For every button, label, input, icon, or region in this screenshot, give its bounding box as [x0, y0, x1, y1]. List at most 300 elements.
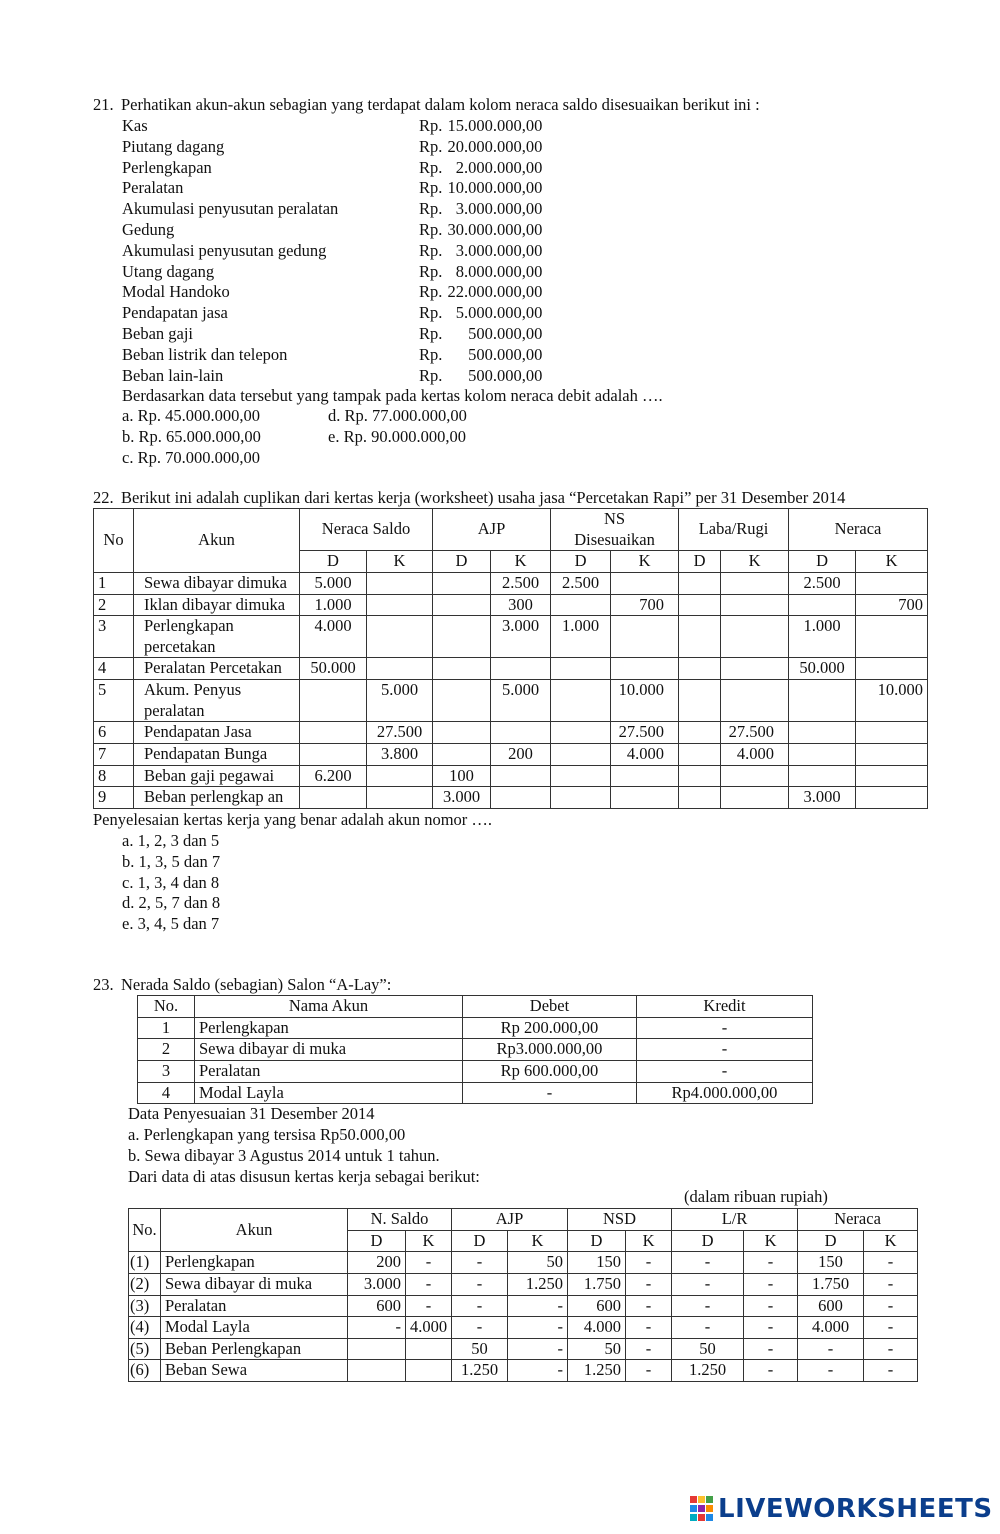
cell-ns-d: 5.000 [300, 572, 367, 594]
cell-lr-k [721, 680, 789, 722]
currency: Rp. [419, 365, 443, 385]
row-akun: Perlengkapan [161, 1252, 348, 1274]
q21-prompt: 21. Perhatikan akun-akun sebagian yang terdapat dalam kolom neraca saldo disesuaikan berikut ini : [93, 95, 760, 114]
cell-ajp-d: 100 [433, 765, 491, 787]
cell-ns-k [367, 572, 433, 594]
q21-option-e[interactable]: e. Rp. 90.000.000,00 [328, 427, 466, 446]
q23-adjust-title: Data Penyesuaian 31 Desember 2014 [128, 1104, 375, 1123]
cell-ajp-k: 2.500 [491, 572, 551, 594]
q21-option-d[interactable]: d. Rp. 77.000.000,00 [328, 406, 467, 425]
account-name: Akumulasi penyusutan peralatan [122, 199, 339, 219]
q22-worksheet-table [93, 508, 928, 809]
cell-ajp-d [433, 722, 491, 744]
cell-lr-d: 50 [672, 1338, 744, 1360]
cell-n-k [856, 572, 928, 594]
header-kredit: Kredit [637, 996, 813, 1018]
liveworksheets-logo [690, 1496, 993, 1522]
q21-account-row [122, 136, 543, 156]
cell-nsd-d: 2.500 [551, 572, 611, 594]
header-k: K [721, 551, 789, 573]
cell-nsd-d: 600 [568, 1295, 626, 1317]
cell-nsd-d [551, 722, 611, 744]
row-no: 8 [94, 765, 134, 787]
cell-ns-d: 600 [348, 1295, 406, 1317]
cell-n-d: 1.000 [789, 616, 856, 658]
table-row [94, 572, 928, 594]
account-amount: 20.000.000,00 [447, 136, 543, 156]
cell-n-k [856, 787, 928, 809]
header-k: K [864, 1230, 918, 1252]
cell-ns-k: - [406, 1252, 452, 1274]
cell-n-d [789, 765, 856, 787]
header-nama-akun: Nama Akun [195, 996, 463, 1018]
account-amount: 15.000.000,00 [447, 116, 543, 135]
row-akun: Peralatan Percetakan [134, 658, 300, 680]
row-akun: Beban gaji pegawai [134, 765, 300, 787]
cell-ns-k: - [406, 1273, 452, 1295]
row-akun: Sewa dibayar di muka [161, 1273, 348, 1295]
cell-nsd-d [551, 594, 611, 616]
cell-ns-d [300, 680, 367, 722]
cell-lr-d: - [672, 1295, 744, 1317]
cell-lr-d [679, 722, 721, 744]
cell-n-d: - [798, 1360, 864, 1382]
header-ajp: AJP [433, 509, 551, 551]
currency: Rp. [419, 157, 443, 177]
cell-lr-k: - [744, 1360, 798, 1382]
header-k: K [367, 551, 433, 573]
row-no: 2 [138, 1039, 195, 1061]
cell-lr-d [679, 658, 721, 680]
q23-unit-note: (dalam ribuan rupiah) [684, 1187, 828, 1206]
cell-n-d: 2.500 [789, 572, 856, 594]
row-no: (5) [129, 1338, 161, 1360]
cell-ajp-d [433, 743, 491, 765]
header-no: No. [138, 996, 195, 1018]
header-d: D [300, 551, 367, 573]
cell-lr-d [679, 765, 721, 787]
row-debet: Rp 600.000,00 [463, 1060, 637, 1082]
cell-n-k: - [864, 1360, 918, 1382]
cell-nsd-k [611, 765, 679, 787]
cell-nsd-d [551, 743, 611, 765]
table-row [138, 1017, 813, 1039]
header-d: D [672, 1230, 744, 1252]
header-d: D [348, 1230, 406, 1252]
cell-ajp-k: - [508, 1317, 568, 1339]
account-amount: 500.000,00 [468, 344, 543, 364]
header-k: K [508, 1230, 568, 1252]
account-amount: 5.000.000,00 [455, 303, 543, 323]
q21-account-row [122, 326, 542, 343]
table-row [94, 594, 928, 616]
q22-option[interactable]: e. 3, 4, 5 dan 7 [122, 914, 220, 934]
q21-account-row [122, 305, 542, 322]
cell-ns-d: - [348, 1317, 406, 1339]
row-debet: Rp3.000.000,00 [463, 1039, 637, 1061]
row-no: (6) [129, 1360, 161, 1382]
cell-n-d: - [798, 1338, 864, 1360]
q22-option[interactable]: b. 1, 3, 5 dan 7 [122, 851, 221, 871]
cell-lr-d [679, 680, 721, 722]
q21-account-row [122, 365, 543, 385]
cell-lr-k: 4.000 [721, 743, 789, 765]
row-akun: Pendapatan Jasa [134, 722, 300, 744]
cell-ns-d: 200 [348, 1252, 406, 1274]
currency: Rp. [419, 240, 443, 260]
q23-adjust-b: b. Sewa dibayar 3 Agustus 2014 untuk 1 tahun. [128, 1146, 440, 1165]
cell-ns-d [348, 1338, 406, 1360]
row-no: 5 [94, 680, 134, 722]
cell-lr-k: - [744, 1317, 798, 1339]
row-nama-akun: Perlengkapan [195, 1017, 463, 1039]
header-k: K [626, 1230, 672, 1252]
cell-lr-d [679, 787, 721, 809]
liveworksheets-logo-icon [690, 1496, 714, 1522]
q21-account-row [122, 261, 543, 281]
table-row [129, 1360, 918, 1382]
currency: Rp. [419, 303, 443, 323]
cell-ajp-k: 50 [508, 1252, 568, 1274]
currency: Rp. [419, 136, 443, 156]
account-name: Pendapatan jasa [122, 303, 228, 323]
cell-lr-k: - [744, 1273, 798, 1295]
cell-lr-d: 1.250 [672, 1360, 744, 1382]
table-row [138, 1060, 813, 1082]
cell-ns-d: 50.000 [300, 658, 367, 680]
cell-lr-d: - [672, 1317, 744, 1339]
cell-ajp-d: - [452, 1252, 508, 1274]
cell-lr-d: - [672, 1273, 744, 1295]
cell-lr-k: - [744, 1338, 798, 1360]
cell-n-d: 50.000 [789, 658, 856, 680]
row-akun: Modal Layla [161, 1317, 348, 1339]
table-row [129, 1317, 918, 1339]
cell-ajp-d [433, 658, 491, 680]
cell-nsd-d [551, 658, 611, 680]
cell-n-k: 700 [856, 594, 928, 616]
header-d: D [433, 551, 491, 573]
row-no: 3 [138, 1060, 195, 1082]
q21-account-row [122, 201, 542, 218]
account-amount: 2.000.000,00 [455, 157, 543, 177]
account-name: Perlengkapan [122, 157, 212, 177]
cell-n-d: 3.000 [789, 787, 856, 809]
cell-n-d: 150 [798, 1252, 864, 1274]
row-akun: Peralatan [161, 1295, 348, 1317]
header-n-saldo: N. Saldo [348, 1209, 452, 1231]
q21-option-c[interactable]: c. Rp. 70.000.000,00 [122, 448, 260, 467]
cell-ajp-d [433, 616, 491, 658]
cell-ns-k: 5.000 [367, 680, 433, 722]
q23-prompt: 23. Nerada Saldo (sebagian) Salon “A-Lay”: [93, 975, 392, 994]
row-no: 1 [138, 1017, 195, 1039]
cell-nsd-k: - [626, 1273, 672, 1295]
q21-account-row [122, 118, 542, 135]
cell-ns-k [406, 1360, 452, 1382]
cell-ns-k [406, 1338, 452, 1360]
cell-ajp-k [491, 765, 551, 787]
header-k: K [744, 1230, 798, 1252]
table-row [138, 1039, 813, 1061]
table-row [94, 787, 928, 809]
cell-lr-d [679, 616, 721, 658]
cell-ajp-d: - [452, 1295, 508, 1317]
cell-lr-k: - [744, 1295, 798, 1317]
q21-option-b[interactable]: b. Rp. 65.000.000,00 [122, 427, 261, 446]
table-row [129, 1338, 918, 1360]
header-ns-disesuaikan: NS Disesuaikan [551, 509, 679, 551]
currency: Rp. [419, 261, 443, 281]
cell-nsd-d: 1.750 [568, 1273, 626, 1295]
currency: Rp. [419, 324, 443, 343]
row-no: 9 [94, 787, 134, 809]
row-no: (3) [129, 1295, 161, 1317]
cell-n-k: - [864, 1317, 918, 1339]
cell-ajp-d: 1.250 [452, 1360, 508, 1382]
q23-worksheet-intro: Dari data di atas disusun kertas kerja sebagai berikut: [128, 1167, 480, 1186]
header-lr: L/R [672, 1209, 798, 1231]
header-k: K [611, 551, 679, 573]
cell-ns-k: 4.000 [406, 1317, 452, 1339]
account-amount: 10.000.000,00 [447, 178, 543, 198]
cell-ajp-k: 300 [491, 594, 551, 616]
row-no: 3 [94, 616, 134, 658]
cell-ajp-k: - [508, 1295, 568, 1317]
header-laba-rugi: Laba/Rugi [679, 509, 789, 551]
account-amount: 30.000.000,00 [447, 220, 543, 239]
account-name: Beban listrik dan telepon [122, 344, 288, 364]
cell-lr-k [721, 616, 789, 658]
currency: Rp. [419, 199, 443, 219]
cell-n-k: - [864, 1295, 918, 1317]
cell-nsd-d [551, 680, 611, 722]
cell-nsd-k: - [626, 1252, 672, 1274]
cell-ns-k: 3.800 [367, 743, 433, 765]
cell-ajp-k [491, 787, 551, 809]
row-no: (2) [129, 1273, 161, 1295]
cell-ajp-k: 200 [491, 743, 551, 765]
q22-option[interactable]: c. 1, 3, 4 dan 8 [122, 872, 220, 892]
q21-account-row [122, 157, 543, 177]
cell-nsd-d [551, 787, 611, 809]
cell-n-k [856, 658, 928, 680]
q21-question: Berdasarkan data tersebut yang tampak pada kertas kolom neraca debit adalah …. [122, 386, 663, 405]
q22-prompt: 22. Berikut ini adalah cuplikan dari kertas kerja (worksheet) usaha jasa “Percetakan Rapi” per 31 Desember 2014 [93, 488, 846, 507]
row-akun: Perlengkapan percetakan [134, 616, 300, 658]
row-no: (1) [129, 1252, 161, 1274]
table-row [129, 1295, 918, 1317]
header-akun: Akun [161, 1209, 348, 1252]
row-kredit: Rp4.000.000,00 [637, 1082, 813, 1104]
q21-account-row [122, 240, 543, 260]
row-no: 4 [138, 1082, 195, 1104]
header-debet: Debet [463, 996, 637, 1018]
cell-lr-d: - [672, 1252, 744, 1274]
currency: Rp. [419, 178, 443, 198]
cell-lr-d [679, 743, 721, 765]
row-no: 7 [94, 743, 134, 765]
cell-ajp-d [433, 572, 491, 594]
cell-nsd-k [611, 787, 679, 809]
account-amount: 22.000.000,00 [447, 282, 543, 302]
cell-ajp-k [491, 658, 551, 680]
account-name: Modal Handoko [122, 282, 230, 302]
row-akun: Beban Perlengkapan [161, 1338, 348, 1360]
cell-ajp-d: - [452, 1317, 508, 1339]
row-akun: Iklan dibayar dimuka [134, 594, 300, 616]
q22-option[interactable]: a. 1, 2, 3 dan 5 [122, 831, 220, 850]
cell-lr-d [679, 594, 721, 616]
row-akun: Pendapatan Bunga [134, 743, 300, 765]
cell-ns-k [367, 787, 433, 809]
table-row [129, 1252, 918, 1274]
header-d: D [568, 1230, 626, 1252]
cell-ns-k: - [406, 1295, 452, 1317]
cell-nsd-k [611, 616, 679, 658]
header-neraca-saldo: Neraca Saldo [300, 509, 433, 551]
header-k: K [491, 551, 551, 573]
cell-nsd-k: - [626, 1317, 672, 1339]
cell-n-k: - [864, 1273, 918, 1295]
cell-ajp-d [433, 594, 491, 616]
account-amount: 500.000,00 [468, 324, 543, 343]
cell-nsd-k [611, 572, 679, 594]
cell-n-k: 10.000 [856, 680, 928, 722]
cell-n-k [856, 722, 928, 744]
cell-lr-k [721, 572, 789, 594]
cell-ns-k [367, 765, 433, 787]
account-amount: 500.000,00 [468, 365, 543, 385]
table-row [138, 1082, 813, 1104]
cell-nsd-d: 1.250 [568, 1360, 626, 1382]
row-nama-akun: Peralatan [195, 1060, 463, 1082]
cell-ns-d [300, 787, 367, 809]
header-d: D [679, 551, 721, 573]
cell-lr-d [679, 572, 721, 594]
row-akun: Beban perlengkap an [134, 787, 300, 809]
row-akun: Sewa dibayar dimuka [134, 572, 300, 594]
cell-ajp-k: 3.000 [491, 616, 551, 658]
account-amount: 3.000.000,00 [455, 240, 543, 260]
cell-ns-k [367, 616, 433, 658]
header-k: K [856, 551, 928, 573]
cell-nsd-d: 150 [568, 1252, 626, 1274]
cell-ns-k [367, 658, 433, 680]
currency: Rp. [419, 220, 443, 239]
cell-ajp-k: 1.250 [508, 1273, 568, 1295]
row-debet: Rp 200.000,00 [463, 1017, 637, 1039]
cell-ns-d: 6.200 [300, 765, 367, 787]
account-amount: 8.000.000,00 [455, 261, 543, 281]
row-no: 2 [94, 594, 134, 616]
liveworksheets-logo-text: LIVEWORKSHEETS [718, 1494, 993, 1524]
q22-question: Penyelesaian kertas kerja yang benar adalah akun nomor …. [93, 810, 493, 829]
q21-option-a[interactable]: a. Rp. 45.000.000,00 [122, 406, 260, 425]
cell-n-d [789, 722, 856, 744]
cell-n-k [856, 616, 928, 658]
table-row [94, 658, 928, 680]
row-nama-akun: Modal Layla [195, 1082, 463, 1104]
header-nsd: NSD [568, 1209, 672, 1231]
header-akun: Akun [134, 509, 300, 573]
table-row [94, 616, 928, 658]
cell-nsd-k: 700 [611, 594, 679, 616]
cell-ns-d: 3.000 [348, 1273, 406, 1295]
row-no: (4) [129, 1317, 161, 1339]
table-row [94, 680, 928, 722]
header-k: K [406, 1230, 452, 1252]
account-amount: 3.000.000,00 [455, 199, 543, 219]
header-neraca: Neraca [789, 509, 928, 551]
account-name: Gedung [122, 220, 175, 239]
account-name: Utang dagang [122, 261, 215, 281]
cell-ajp-k: - [508, 1360, 568, 1382]
cell-nsd-k: - [626, 1360, 672, 1382]
cell-nsd-k: 10.000 [611, 680, 679, 722]
cell-n-k: - [864, 1338, 918, 1360]
cell-n-d: 600 [798, 1295, 864, 1317]
table-row [94, 765, 928, 787]
account-name: Kas [122, 116, 148, 135]
cell-nsd-k: - [626, 1338, 672, 1360]
row-kredit: - [637, 1060, 813, 1082]
q21-account-row [122, 284, 542, 301]
currency: Rp. [419, 116, 443, 135]
row-akun: Akum. Penyus peralatan [134, 680, 300, 722]
cell-n-k [856, 765, 928, 787]
cell-ajp-k: - [508, 1338, 568, 1360]
q22-option[interactable]: d. 2, 5, 7 dan 8 [122, 893, 221, 913]
q23-balance-table [137, 995, 813, 1104]
cell-ajp-d: - [452, 1273, 508, 1295]
cell-ns-d: 1.000 [300, 594, 367, 616]
cell-ajp-d: 50 [452, 1338, 508, 1360]
header-neraca: Neraca [798, 1209, 918, 1231]
cell-ajp-k: 5.000 [491, 680, 551, 722]
header-no: No. [129, 1209, 161, 1252]
account-name: Beban lain-lain [122, 365, 224, 385]
cell-nsd-k: 27.500 [611, 722, 679, 744]
cell-lr-k [721, 765, 789, 787]
header-ajp: AJP [452, 1209, 568, 1231]
cell-lr-k [721, 658, 789, 680]
cell-ajp-k [491, 722, 551, 744]
account-name: Piutang dagang [122, 136, 225, 156]
cell-ns-k: 27.500 [367, 722, 433, 744]
cell-ns-k [367, 594, 433, 616]
row-debet: - [463, 1082, 637, 1104]
cell-nsd-d: 1.000 [551, 616, 611, 658]
cell-nsd-d [551, 765, 611, 787]
cell-lr-k: 27.500 [721, 722, 789, 744]
cell-lr-k: - [744, 1252, 798, 1274]
table-row [94, 722, 928, 744]
q23-worksheet-table [128, 1208, 918, 1382]
cell-nsd-d: 50 [568, 1338, 626, 1360]
header-d: D [789, 551, 856, 573]
header-d: D [798, 1230, 864, 1252]
cell-n-k [856, 743, 928, 765]
cell-lr-k [721, 594, 789, 616]
cell-ns-d [300, 743, 367, 765]
cell-ns-d: 4.000 [300, 616, 367, 658]
cell-n-d [789, 680, 856, 722]
table-row [94, 743, 928, 765]
header-d: D [551, 551, 611, 573]
cell-nsd-k [611, 658, 679, 680]
cell-n-k: - [864, 1252, 918, 1274]
